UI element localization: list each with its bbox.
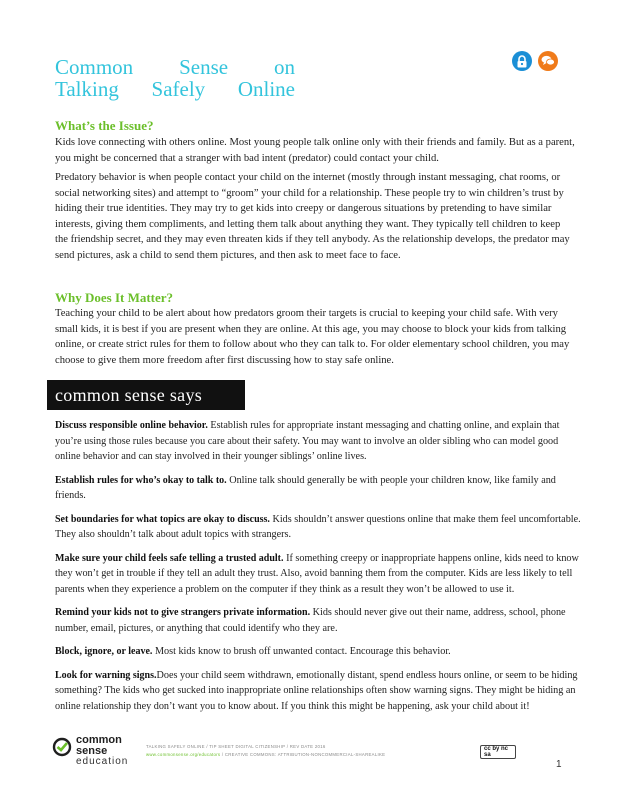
logo-check-icon (52, 737, 72, 757)
chat-bubbles-icon (538, 51, 558, 71)
cc-label: cc by nc sa (484, 746, 509, 758)
logo-word: education (76, 756, 129, 767)
tip-text: Most kids know to brush off unwanted contact. Encourage this behavior. (152, 646, 451, 657)
tip-text: Online talk should generally be with people your children know, like family and friends. (55, 474, 556, 501)
footer-license-text: / CREATIVE COMMONS: ATTRIBUTION-NONCOMMERCIAL-SHAREALIKE (220, 752, 386, 757)
tip-text: If something creepy or inappropriate happens online, kids need to know they won’t get in trouble if they tell an adult they trust. Also, avoid banning them from the computer. Kids are less likely to tell parents when they experience a problem on the computer if they think as a result they won’t be allowed to use it. (55, 552, 579, 595)
lock-icon (512, 51, 532, 71)
logo-word: common (76, 734, 122, 746)
tip-text: Establish rules for appropriate instant messaging and chatting online, and explain that you’re using those rules because you care about their safety. You may want to involve an older sibling who can model good online behavior and can stay involved in their younger siblings’ online lives. (55, 420, 560, 462)
title-word: Sense (179, 55, 229, 79)
tip-title: Establish rules for who’s okay to talk to. (55, 474, 227, 486)
tip-item (55, 473, 583, 504)
tip-title: Look for warning signs. (55, 669, 157, 681)
title-word: Talking (55, 77, 119, 101)
logo-word: sense (76, 745, 108, 757)
tip-title: Set boundaries for what topics are okay to discuss. (55, 513, 270, 525)
title-word: Safely (151, 77, 206, 101)
matter-paragraph: Teaching your child to be alert about how predators groom their targets is crucial to keeping your child safe. With very small kids, it is best if you are present when they are online. At this age, you may choose to block your kids from talking online, or create strict rules for them to follow about who they can talk to. For older elementary school children, you may choose to give them more freedom after first discussing how to stay safe online. (55, 308, 570, 366)
title-line-2 (55, 78, 295, 100)
footer-url-link[interactable]: www.commonsense.org/educators (146, 752, 221, 757)
tip-item (55, 512, 583, 543)
tip-item (55, 551, 583, 598)
tips-list (55, 418, 583, 722)
tip-title: Block, ignore, or leave. (55, 646, 153, 657)
tip-item (55, 668, 583, 715)
title-line-1 (55, 56, 295, 78)
title-word: Online (237, 77, 295, 101)
issue-paragraph-1: Kids love connecting with others online. Most young people talk online only with their friends and family. But as a parent, you might be concerned that a stranger with bad intent (predator) could contact your child. (55, 137, 575, 164)
footer-line-1: TALKING SAFELY ONLINE / TIP SHEET DIGITAL CITIZENSHIP / REV DATE 2016 (146, 744, 326, 749)
title-word: Common (55, 55, 134, 79)
footer-credits (146, 743, 385, 759)
title-word: on (274, 55, 295, 79)
tip-text: Kids should never give out their name, address, school, phone number, email, pictures, or anything that could identify who they are. (55, 607, 566, 634)
tip-title: Make sure your child feels safe telling a trusted adult. (55, 552, 284, 564)
tip-item (55, 605, 583, 636)
common-sense-says-banner (47, 380, 245, 410)
header-icons (512, 51, 558, 71)
page-title (55, 56, 315, 100)
section-heading-issue: What’s the Issue? (55, 118, 154, 133)
issue-paragraph-2: Predatory behavior is when people contact your child on the internet (mostly through instant messaging, chat rooms, or social networking sites) and attempt to “groom” your child for a relationship. These people try to win children’s trust by hiding their true identities. They may try to get kids into creepy or dangerous situations by pretending to have similar interests, giving them compliments, and letting them talk about anything they want. They typically tell children to keep the friendship secret, and they may even threaten kids if they tell anybody. As the relationship develops, the predator may send pictures, ask a child to send them pictures, and then ask to meet face to face. (55, 172, 570, 261)
tip-text: Does your child seem withdrawn, emotionally distant, spend endless hours online, or seem to be hiding something? The kids who get sucked into inappropriate online relationships often show warning signs. They might be hiding an online relationship they don’t want you to know about. If you think this might be happening, ask your child about it! (55, 669, 578, 712)
tip-item (55, 418, 583, 465)
tip-title: Remind your kids not to give strangers private information. (55, 607, 311, 618)
footer-line-2 (146, 751, 385, 759)
section-heading-matter: Why Does It Matter? (55, 290, 174, 305)
tip-title: Discuss responsible online behavior. (55, 420, 208, 431)
tip-item (55, 644, 583, 660)
page-number: 1 (556, 759, 562, 770)
tip-text: Kids shouldn’t answer questions online that make them feel uncomfortable. They also shouldn’t talk about adult topics with strangers. (55, 513, 581, 540)
banner-label: common sense says (55, 384, 203, 405)
creative-commons-badge (480, 745, 516, 759)
footer (52, 733, 572, 773)
common-sense-education-logo (52, 733, 142, 773)
